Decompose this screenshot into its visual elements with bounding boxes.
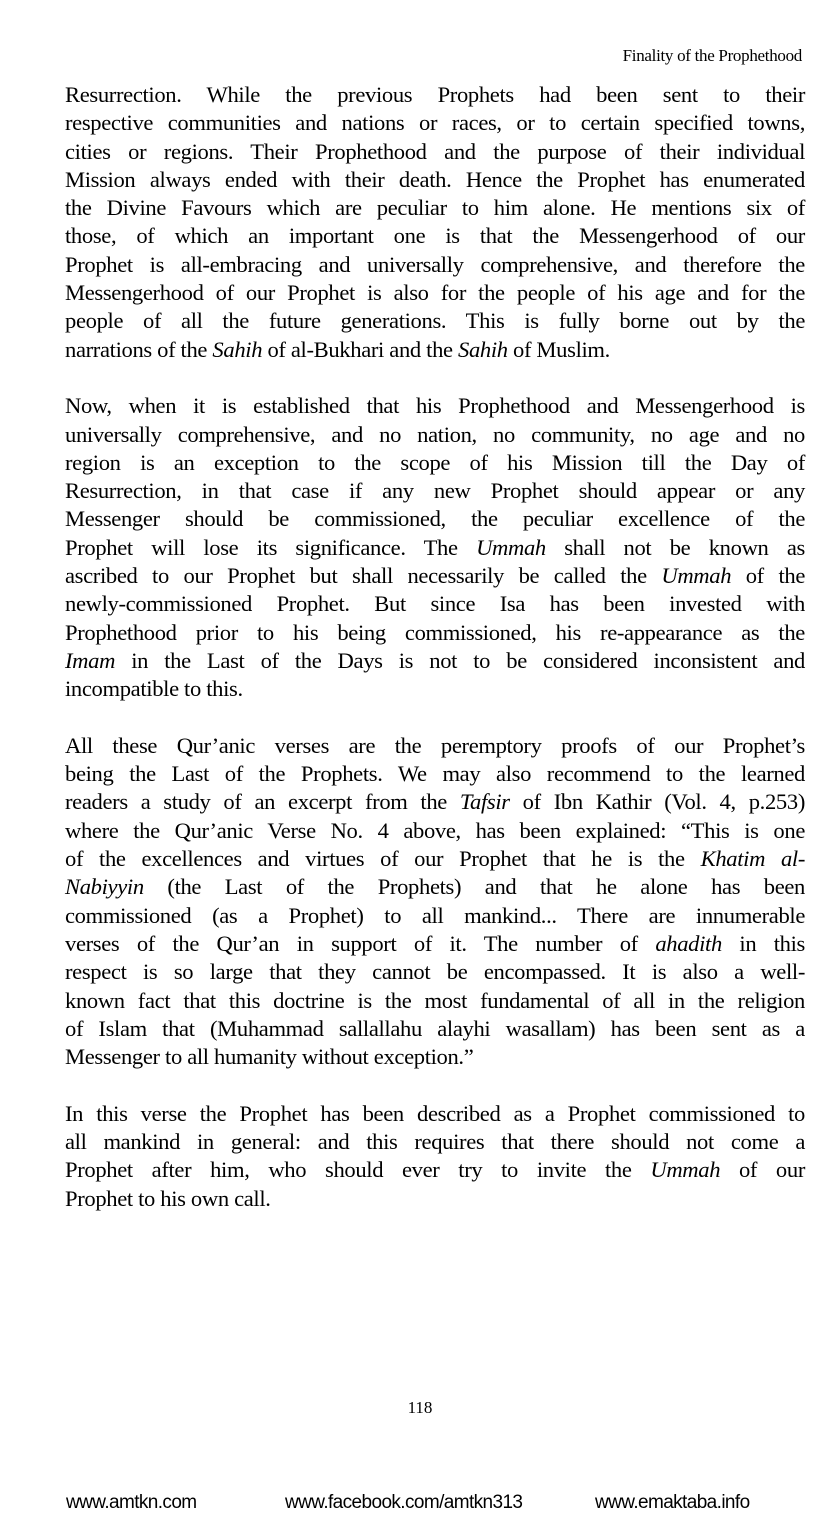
text-line: Nabiyyin (the Last of the Prophets) and that he alone has been [65, 874, 805, 900]
text-line: region is an exception to the scope of his Mission till the Day of [65, 449, 805, 475]
text-line: Resurrection, in that case if any new Prophet should appear or any [65, 478, 805, 504]
text-line: In this verse the Prophet has been described as a Prophet commissioned to [65, 1100, 805, 1126]
text-line: Now, when it is established that his Prophethood and Messengerhood is [65, 393, 805, 419]
text-line: Prophet to his own call. [65, 1185, 271, 1211]
text-line: incompatible to this. [65, 676, 243, 702]
paragraph [65, 81, 805, 364]
text-line: Messenger to all humanity without exception.” [65, 1044, 474, 1070]
text-line: known fact that this doctrine is the most fundamental of all in the religion [65, 987, 805, 1013]
footer-link-emaktaba[interactable]: www.emaktaba.info [595, 1492, 750, 1513]
text-line: Resurrection. While the previous Prophets had been sent to their [65, 82, 805, 107]
paragraph [65, 732, 805, 1072]
text-line: where the Qur’anic Verse No. 4 above, has been explained: “This is one [65, 817, 805, 843]
text-line: narrations of the Sahih of al-Bukhari and the Sahih of Muslim. [65, 336, 610, 362]
text-line: All these Qur’anic verses are the peremptory proofs of our Prophet’s [65, 732, 805, 758]
text-line: Imam in the Last of the Days is not to be considered inconsistent and [65, 647, 805, 673]
text-line: Prophet is all-embracing and universally comprehensive, and therefore the [65, 251, 805, 277]
text-line: Prophet will lose its significance. The Ummah shall not be known as [65, 534, 805, 560]
text-line: respective communities and nations or races, or to certain specified towns, [65, 110, 805, 136]
text-line: of Islam that (Muhammad sallallahu alayhi wasallam) has been sent as a [65, 1015, 805, 1041]
running-header: Finality of the Prophethood [622, 46, 802, 65]
text-line: those, of which an important one is that the Messengerhood of our [65, 223, 805, 249]
paragraph [65, 1100, 805, 1213]
text-line: universally comprehensive, and no nation, no community, no age and no [65, 421, 805, 447]
text-line: commissioned (as a Prophet) to all mankind... There are innumerable [65, 902, 805, 928]
text-line: Prophethood prior to his being commissioned, his re-appearance as the [65, 619, 805, 645]
paragraph [65, 392, 805, 703]
page-number: 118 [407, 1398, 433, 1417]
text-line: ascribed to our Prophet but shall necessarily be called the Ummah of the [65, 563, 805, 589]
text-line: newly-commissioned Prophet. But since Isa has been invested with [65, 591, 805, 617]
text-line: respect is so large that they cannot be encompassed. It is also a well- [65, 959, 805, 985]
text-line: Prophet after him, who should ever try to invite the Ummah of our [65, 1157, 805, 1183]
text-line: of the excellences and virtues of our Prophet that he is the Khatim al- [65, 846, 806, 872]
text-line: the Divine Favours which are peculiar to him alone. He mentions six of [65, 195, 805, 221]
text-line: verses of the Qur’an in support of it. The number of ahadith in this [65, 930, 805, 956]
text-line: cities or regions. Their Prophethood and the purpose of their individual [65, 138, 805, 164]
text-line: Mission always ended with their death. Hence the Prophet has enumerated [65, 166, 805, 192]
footer-link-amtkn[interactable]: www.amtkn.com [66, 1492, 197, 1513]
text-line: all mankind in general: and this requires that there should not come a [65, 1128, 805, 1154]
text-line: Messengerhood of our Prophet is also for the people of his age and for the [65, 280, 805, 306]
text-line: people of all the future generations. This is fully borne out by the [65, 308, 805, 334]
text-line: readers a study of an excerpt from the Tafsir of Ibn Kathir (Vol. 4, p.253) [65, 789, 805, 815]
text-line: Messenger should be commissioned, the peculiar excellence of the [65, 506, 805, 532]
footer-link-facebook[interactable]: www.facebook.com/amtkn313 [285, 1492, 523, 1513]
text-line: being the Last of the Prophets. We may also recommend to the learned [65, 761, 805, 787]
body-text [65, 81, 805, 1241]
